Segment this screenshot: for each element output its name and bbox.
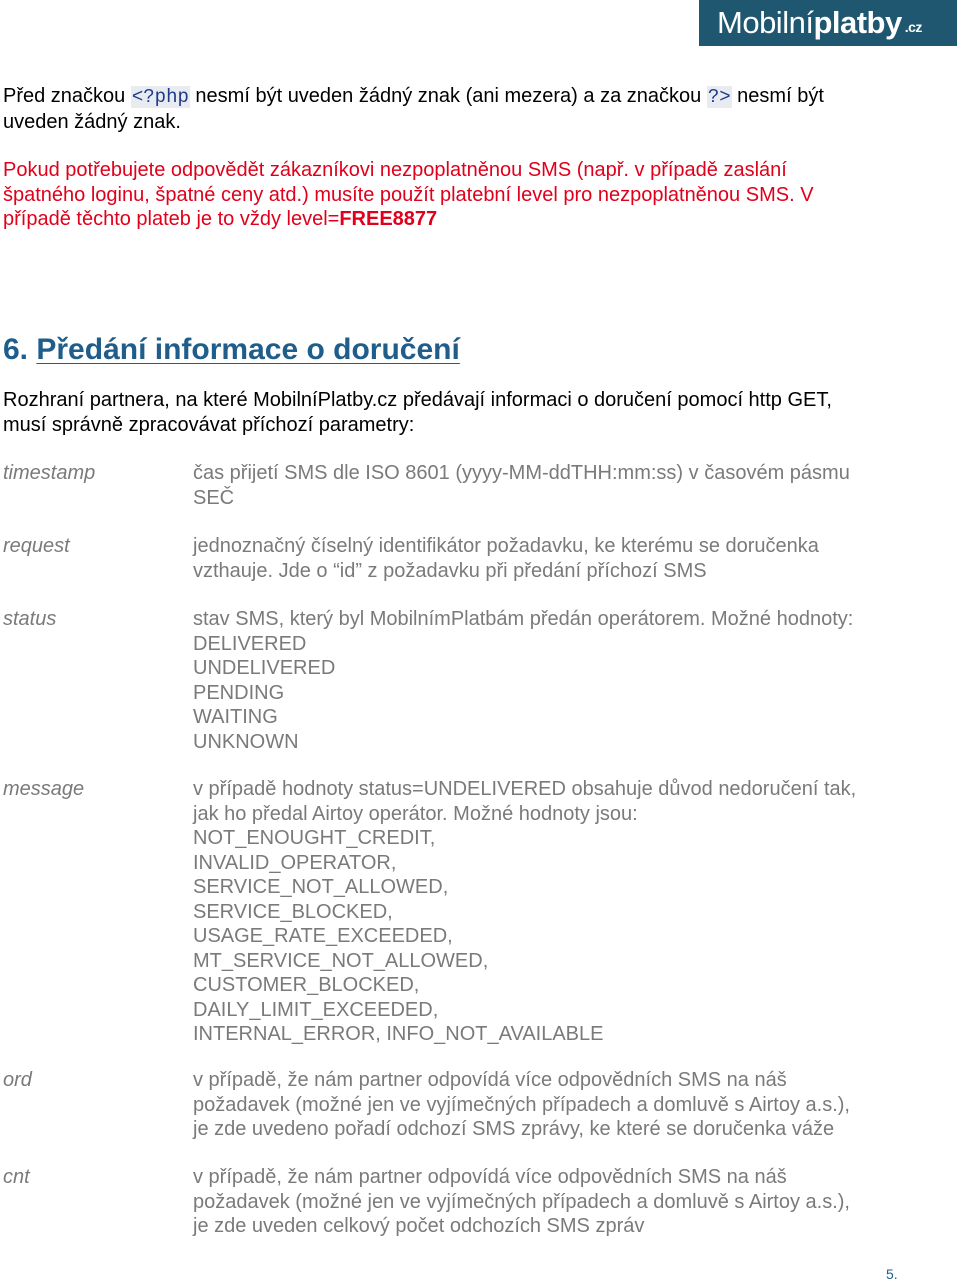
param-name: timestamp: [3, 462, 96, 484]
desc-line: PENDING: [193, 681, 285, 704]
intro-paragraph: [3, 84, 903, 134]
desc-line: CUSTOMER_BLOCKED,: [193, 974, 420, 996]
desc-line: UNDELIVERED: [193, 657, 336, 679]
php-close-tag: ?>: [707, 86, 731, 108]
param-name: request: [3, 535, 70, 557]
param-description: [193, 607, 913, 754]
desc-line: požadavek (možné jen ve vyjímečných případech a domluvě s Airtoy a.s.),: [193, 1190, 850, 1213]
desc-line: INTERNAL_ERROR, INFO_NOT_AVAILABLE: [193, 1023, 604, 1045]
desc-line: požadavek (možné jen ve vyjímečných případech a domluvě s Airtoy a.s.),: [193, 1093, 850, 1116]
desc-line: čas přijetí SMS dle ISO 8601 (yyyy-MM-ddTHH:mm:ss) v časovém pásmu: [193, 462, 850, 484]
notice-line2: špatného loginu, špatné ceny atd.) musíte použít platební level pro nezpoplatněnou SMS. V: [3, 183, 814, 206]
intro-suffix: nesmí být: [731, 85, 824, 107]
desc-line: DELIVERED: [193, 632, 307, 655]
lead-line2: musí správně zpracovávat příchozí parametry:: [3, 413, 415, 436]
desc-line: jednoznačný číselný identifikátor požadavku, ke kterému se doručenka: [193, 535, 819, 557]
section-title: Předání informace o doručení: [36, 333, 460, 366]
desc-line: v případě hodnoty status=UNDELIVERED obsahuje důvod nedoručení tak,: [193, 778, 857, 800]
desc-line: SERVICE_NOT_ALLOWED,: [193, 876, 449, 898]
param-name: ord: [3, 1069, 32, 1091]
section-number: 6.: [3, 333, 29, 366]
desc-line: NOT_ENOUGHT_CREDIT,: [193, 827, 436, 849]
section-lead: [3, 388, 903, 437]
desc-line: SERVICE_BLOCKED,: [193, 900, 393, 923]
section-heading: [3, 330, 460, 370]
param-description: [193, 777, 913, 1047]
desc-line: UNKNOWN: [193, 730, 299, 753]
intro-line2: uveden žádný znak.: [3, 110, 181, 133]
desc-line: je zde uveden celkový počet odchozích SMS zpráv: [193, 1215, 645, 1237]
param-name: message: [3, 778, 85, 800]
param-name: cnt: [3, 1166, 30, 1188]
param-name: status: [3, 608, 57, 630]
notice-line3-prefix: případě těchto plateb je to vždy level=: [3, 208, 340, 230]
desc-line: USAGE_RATE_EXCEEDED,: [193, 925, 453, 947]
desc-line: SEČ: [193, 486, 235, 509]
param-description: [193, 1165, 913, 1239]
desc-line: stav SMS, který byl MobilnímPlatbám předán operátorem. Možné hodnoty:: [193, 608, 854, 630]
logo-text-cz: .cz: [904, 19, 922, 35]
desc-line: jak ho předal Airtoy operátor. Možné hodnoty jsou:: [193, 802, 638, 825]
desc-line: v případě, že nám partner odpovídá více odpovědních SMS na náš: [193, 1069, 787, 1091]
mobilniplatby-logo: [699, 0, 957, 46]
logo-text-mobilni: Mobilní: [717, 5, 814, 40]
param-description: [193, 534, 913, 583]
intro-prefix: Před značkou: [3, 85, 131, 107]
desc-line: je zde uvedeno pořadí odchozí SMS zprávy, ke které se doručenka váže: [193, 1118, 835, 1140]
page-number: 5.: [886, 1266, 898, 1282]
desc-line: DAILY_LIMIT_EXCEEDED,: [193, 998, 439, 1021]
desc-line: vzthauje. Jde o “id” z požadavku při předání příchozí SMS: [193, 559, 707, 582]
free-sms-notice: [3, 158, 903, 232]
logo-text-platby: platby: [813, 5, 902, 40]
desc-line: v případě, že nám partner odpovídá více odpovědních SMS na náš: [193, 1166, 787, 1188]
php-open-tag: <?php: [131, 86, 189, 108]
lead-line1: Rozhraní partnera, na které MobilníPlatby.cz předávají informaci o doručení pomocí http GET,: [3, 389, 832, 411]
desc-line: INVALID_OPERATOR,: [193, 851, 397, 874]
intro-middle: nesmí být uveden žádný znak (ani mezera) a za značkou: [189, 85, 707, 107]
param-description: [193, 1068, 913, 1142]
param-description: [193, 461, 913, 510]
notice-line1: Pokud potřebujete odpovědět zákazníkovi nezpoplatněnou SMS (např. v případě zaslání: [3, 159, 787, 181]
desc-line: MT_SERVICE_NOT_ALLOWED,: [193, 949, 489, 972]
desc-line: WAITING: [193, 706, 278, 728]
free-level-value: FREE8877: [339, 208, 438, 230]
